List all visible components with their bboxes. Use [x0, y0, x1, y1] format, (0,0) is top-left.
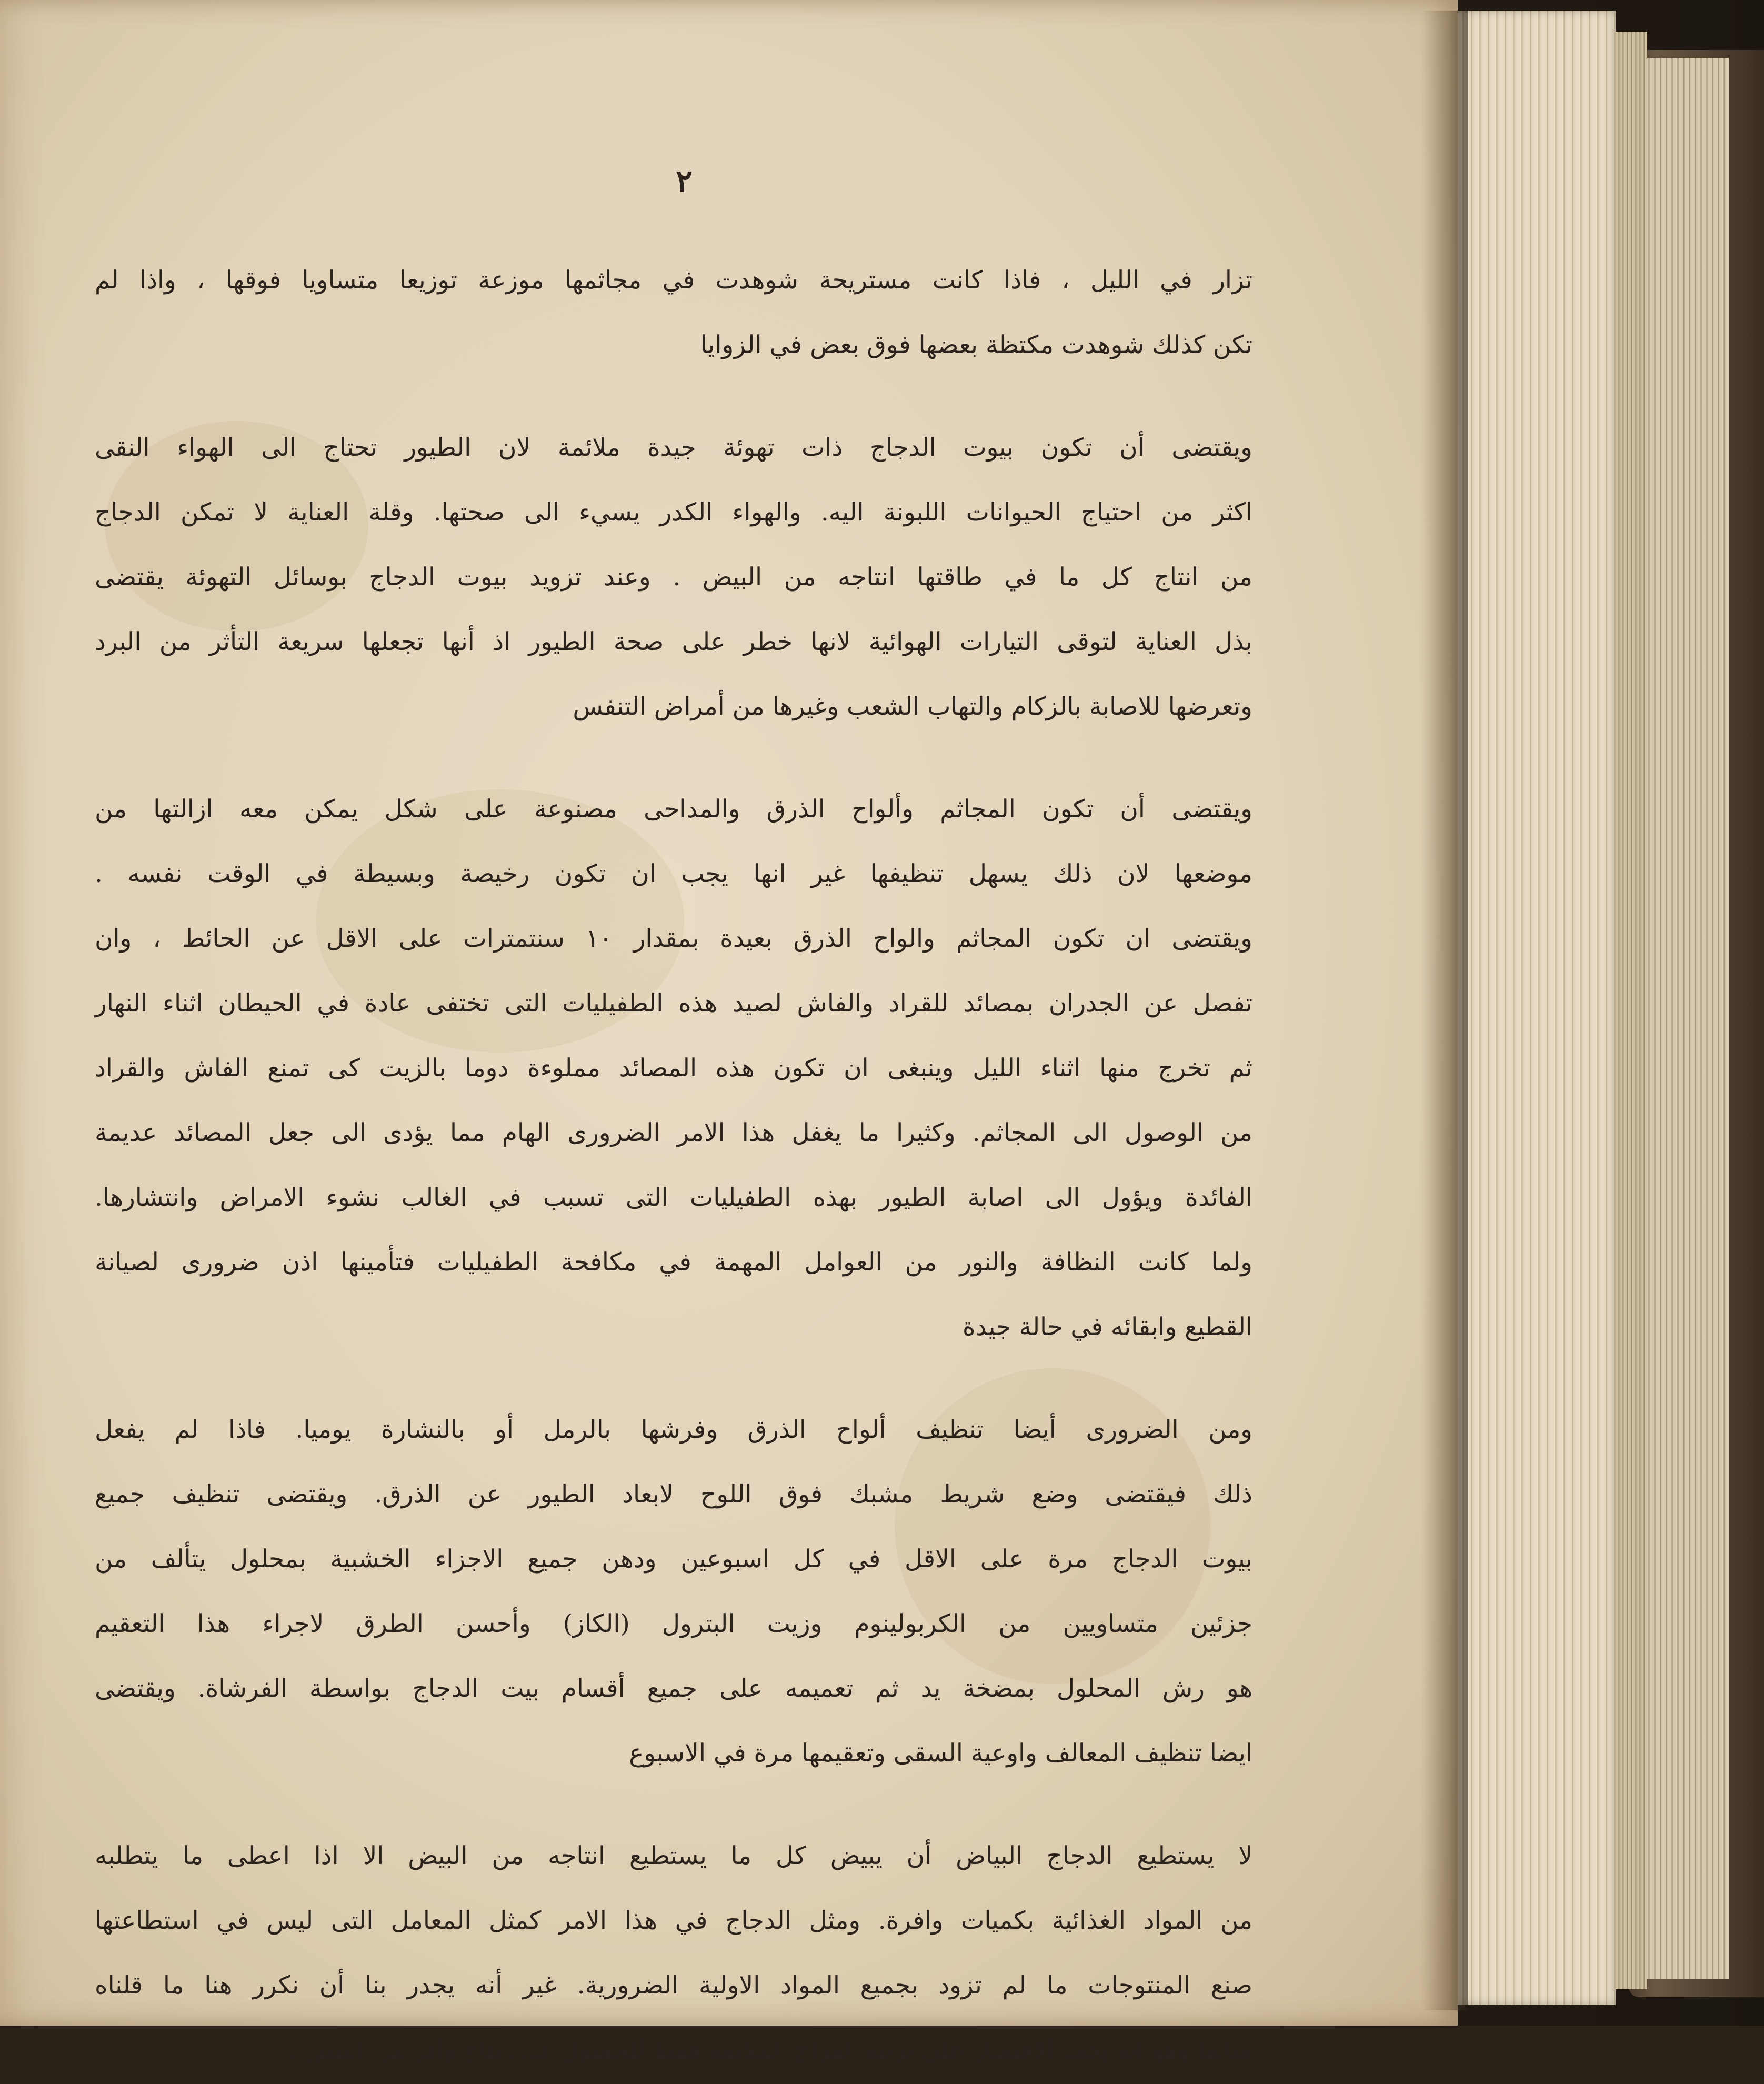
page-edges-middle — [1616, 32, 1647, 1989]
text-line: ذلك فيقتضى وضع شريط مشبك فوق اللوح لابعاد الطيور عن الذرق. ويقتضى تنظيف جميع — [95, 1480, 1252, 1509]
text-line: جزئين متساويين من الكربولينوم وزيت البترول (الكاز) وأحسن الطرق لاجراء هذا التعقيم — [95, 1609, 1252, 1638]
text-line: ويقتضى أن تكون بيوت الدجاج ذات تهوئة جيدة ملائمة لان الطيور تحتاج الى الهواء النقى — [95, 433, 1252, 462]
text-line: تكن كذلك شوهدت مكتظة بعضها فوق بعض في الزوايا — [700, 330, 1252, 359]
text-line: القطيع وابقائه في حالة جيدة — [963, 1312, 1252, 1341]
text-line: من المواد الغذائية بكميات وافرة. ومثل الدجاج في هذا الامر كمثل المعامل التى ليس في استطاعتها — [95, 1906, 1252, 1935]
paragraph-gap — [95, 377, 1252, 415]
text-line: سابقا وهو انه يجب الاقتصار على تربية الفراخ الملائمة فقط للحصول على نتاج وافر من البيض ، — [288, 2036, 1252, 2065]
page-number: ٢ — [676, 163, 693, 199]
text-line: ويقتضى ان تكون المجاثم والواح الذرق بعيدة بمقدار ١٠ سنتمترات على الاقل عن الحائط ، وان — [95, 924, 1252, 953]
text-line: ولما كانت النظافة والنور من العوامل المهمة في مكافحة الطفيليات فتأمينها اذن ضرورى لصيانة — [95, 1248, 1252, 1277]
text-line: تفصل عن الجدران بمصائد للقراد والفاش لصيد هذه الطفيليات التى تختفى عادة في الحيطان اثناء النهار — [95, 989, 1252, 1018]
text-line: وتعرضها للاصابة بالزكام والتهاب الشعب وغيرها من أمراض التنفس — [573, 692, 1252, 721]
paragraph — [95, 1823, 1252, 2082]
text-line: ويقتضى أن تكون المجاثم وألواح الذرق والمداحى مصنوعة على شكل يمكن معه ازالتها من — [95, 795, 1252, 824]
text-line: بذل العناية لتوقى التيارات الهوائية لانها خطر على صحة الطيور اذ أنها تجعلها سريعة التأثر من البرد — [95, 627, 1252, 656]
paragraph — [95, 1397, 1252, 1785]
text-line: بيوت الدجاج مرة على الاقل في كل اسبوعين ودهن جميع الاجزاء الخشبية بمحلول يتألف من — [95, 1545, 1252, 1574]
paragraph — [95, 776, 1252, 1359]
text-line: الفائدة ويؤول الى اصابة الطيور بهذه الطفيليات التى تسبب في الغالب نشوء الامراض وانتشارها. — [95, 1183, 1252, 1212]
page-gutter-shadow — [1421, 11, 1468, 2010]
text-line: ومن الضرورى أيضا تنظيف ألواح الذرق وفرشها بالرمل أو بالنشارة يوميا. فاذا لم يفعل — [95, 1415, 1252, 1444]
paragraph — [95, 247, 1252, 377]
page-edges-back — [1645, 58, 1729, 1979]
text-line: صنع المنتوجات ما لم تزود بجميع المواد الاولية الضرورية. غير أنه يجدر بنا أن نكرر هنا ما قلناه — [95, 1971, 1252, 2000]
text-line: موضعها لان ذلك يسهل تنظيفها غير انها يجب ان تكون رخيصة وبسيطة في الوقت نفسه . — [95, 859, 1252, 888]
paragraph-gap — [95, 738, 1252, 776]
paragraph-gap — [95, 1359, 1252, 1397]
body-text — [95, 247, 1252, 2082]
text-line: هو رش المحلول بمضخة يد ثم تعميمه على جميع أقسام بيت الدجاج بواسطة الفرشاة. ويقتضى — [95, 1674, 1252, 1703]
text-line: من الوصول الى المجاثم. وكثيرا ما يغفل هذا الامر الضرورى الهام مما يؤدى الى جعل المصائد عديمة — [95, 1118, 1252, 1147]
text-line: اكثر من احتياج الحيوانات اللبونة اليه. والهواء الكدر يسيء الى صحتها. وقلة العناية لا تمكن الدجاج — [95, 498, 1252, 527]
paragraph — [95, 415, 1252, 738]
text-line: من انتاج كل ما في طاقتها انتاجه من البيض . وعند تزويد بيوت الدجاج بوسائل التهوئة يقتضى — [95, 563, 1252, 592]
text-line: ايضا تنظيف المعالف واوعية السقى وتعقيمها مرة في الاسبوع — [629, 1739, 1252, 1768]
text-line: لا يستطيع الدجاج البياض أن يبيض كل ما يستطيع انتاجه من البيض الا اذا اعطى ما يتطلبه — [95, 1841, 1252, 1870]
paragraph-gap — [95, 1785, 1252, 1823]
text-line: ثم تخرج منها اثناء الليل وينبغى ان تكون هذه المصائد مملوءة دوما بالزيت كى تمنع الفاش والقراد — [95, 1054, 1252, 1083]
page-edges — [1458, 11, 1616, 2005]
text-line: تزار في الليل ، فاذا كانت مستريحة شوهدت في مجاثمها موزعة توزيعا متساويا فوقها ، واذا لم — [95, 266, 1252, 295]
